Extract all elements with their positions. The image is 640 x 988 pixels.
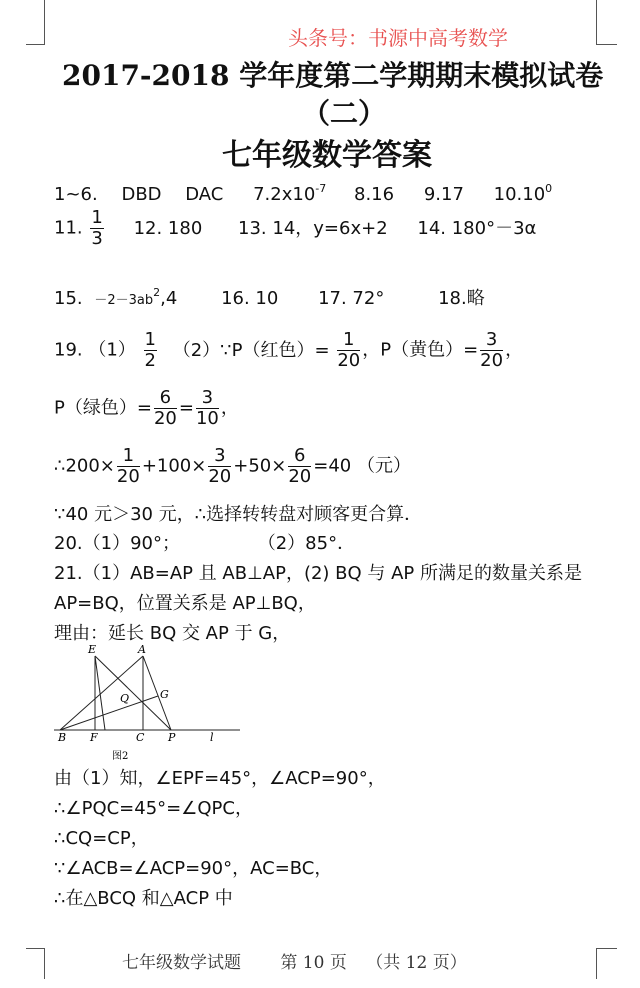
- crop-mark-bottom-right: [596, 948, 617, 979]
- prob-yellow-label: ，P（黄色）=: [362, 339, 479, 361]
- answers-4-6: DAC: [185, 184, 224, 205]
- answer-19-part1-fraction: $\frac{1}{2}$: [144, 329, 156, 371]
- proof-line-4: ∵∠ACB=∠ACP=90°，AC=BC，: [54, 858, 333, 879]
- answers-11-14: [54, 208, 536, 249]
- proof-line-3: ∴CQ=CP，: [54, 828, 149, 849]
- answer-11-label: 11.: [54, 217, 83, 239]
- segment-AB: [60, 656, 143, 730]
- label-Q: Q: [120, 692, 130, 705]
- answer-11-fraction: $\frac{1}{3}$: [91, 207, 103, 249]
- answer-21-line3: 理由：延长 BQ 交 AP 于 G，: [54, 623, 291, 644]
- label-C: C: [136, 731, 145, 744]
- fraction-3-20: $\frac{3}{20}$: [208, 445, 232, 487]
- answer-19-line2: [54, 388, 239, 429]
- crop-mark-top-left: [26, 0, 45, 45]
- comma: ，: [505, 339, 524, 361]
- range-label: 1~6.: [54, 184, 98, 205]
- fraction-6-20: $\frac{6}{20}$: [288, 445, 312, 487]
- proof-line-5: ∴在△BCQ 和△ACP 中: [54, 888, 233, 909]
- label-l: l: [210, 731, 214, 744]
- result-40: =40: [313, 455, 352, 477]
- label-E: E: [88, 643, 97, 656]
- answer-21-line1: 21.（1）AB=AP 且 AB⊥AP，(2) BQ 与 AP 所满足的数量关系是: [54, 563, 583, 584]
- answer-20-part1: 20.（1）90°；: [54, 533, 180, 554]
- proof-line-1: 由（1）知，∠EPF=45°，∠ACP=90°，: [54, 768, 386, 789]
- footer-total: （共 12 页）: [366, 953, 467, 973]
- answer-9: 9.17: [423, 184, 464, 205]
- footer-page: 第 10 页: [280, 953, 347, 973]
- header-tag: 头条号：书源中高考数学: [288, 26, 508, 50]
- prob-green-fraction: $\frac{6}{20}$: [153, 387, 177, 429]
- answer-20: [54, 533, 355, 555]
- footer: [122, 948, 467, 973]
- label-B: B: [58, 731, 67, 744]
- crop-mark-bottom-left: [26, 948, 45, 979]
- label-A: A: [138, 643, 146, 656]
- label-P: P: [168, 731, 176, 744]
- answer-12: 12. 180: [133, 217, 203, 239]
- answer-13: 13. 14，y=6x+2: [238, 217, 388, 239]
- answer-21-line2: AP=BQ，位置关系是 AP⊥BQ，: [54, 593, 316, 614]
- answer-19-line1: [54, 330, 523, 371]
- answer-title: 七年级数学答案: [222, 138, 432, 173]
- answer-19-line3: [54, 446, 411, 487]
- figure-caption: 图2: [112, 751, 129, 762]
- answer-7: $7.2x10^{-7}$: [253, 182, 327, 205]
- crop-mark-top-right: [596, 0, 617, 45]
- answers-1-10: [54, 178, 552, 206]
- equals-sign: =: [178, 397, 194, 419]
- label-F: F: [90, 731, 98, 744]
- footer-subject: 七年级数学试题: [122, 953, 241, 973]
- prob-green-simplified: $\frac{3}{10}$: [195, 387, 219, 429]
- answer-8: 8.16: [354, 184, 395, 205]
- unit-yuan: （元）: [356, 455, 411, 477]
- answer-14: 14. 180°－3α: [417, 217, 537, 239]
- prob-green-label: P（绿色）=: [54, 397, 152, 419]
- answer-19-part2: （2）∵P（红色）=: [172, 339, 330, 361]
- geometry-figure: [50, 640, 250, 768]
- prob-red-fraction: $\frac{1}{20}$: [337, 329, 361, 371]
- therefore-symbol: ∴: [54, 455, 66, 477]
- term-50: +50×: [233, 455, 287, 477]
- answer-15-expr: $-2-3ab^2$: [94, 286, 161, 308]
- answer-15-tail: ,4: [160, 288, 178, 309]
- answer-19-conclusion: ∵40 元＞30 元，∴选择转转盘对顾客更合算．: [54, 504, 423, 525]
- answer-17: 17. 72°: [318, 288, 385, 309]
- page-subtitle: （二）: [302, 97, 387, 130]
- answer-16: 16. 10: [221, 288, 279, 309]
- segment-EF-ext: [95, 656, 105, 730]
- proof-line-2: ∴∠PQC=45°=∠QPC，: [54, 798, 253, 819]
- comma: ，: [220, 397, 239, 419]
- answer-20-part2: （2）85°．: [257, 533, 356, 554]
- label-G: G: [160, 688, 169, 701]
- answer-15-label: 15.: [54, 288, 83, 309]
- term-100: +100×: [141, 455, 207, 477]
- answer-19-label: 19. （1）: [54, 339, 136, 361]
- answers-15-18: [54, 282, 485, 312]
- fraction-1-20: $\frac{1}{20}$: [116, 445, 140, 487]
- answer-18: 18.略: [438, 288, 485, 309]
- page-title: 2017-2018 学年度第二学期期末模拟试卷: [62, 59, 604, 92]
- answer-10: 10.10$^0$: [493, 182, 553, 205]
- prob-yellow-fraction: $\frac{3}{20}$: [480, 329, 504, 371]
- answers-1-3: DBD: [121, 184, 162, 205]
- term-200: 200×: [65, 455, 115, 477]
